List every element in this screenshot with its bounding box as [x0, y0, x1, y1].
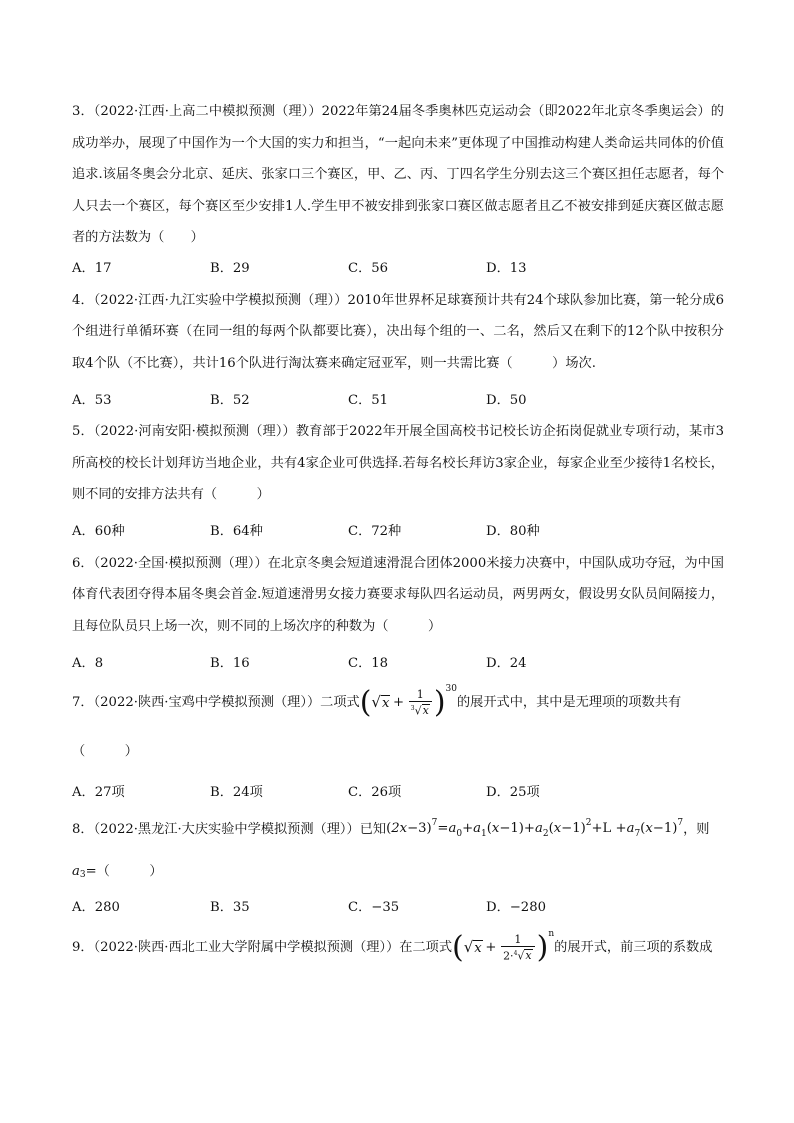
question-4: [72, 285, 724, 417]
question-8-suffix: ，则: [683, 822, 710, 838]
option-c: C．26项: [348, 784, 402, 800]
question-8-ask: [72, 852, 724, 892]
binomial-expression: ( √ x + 1 $^3$√ x ) 30: [360, 687, 457, 719]
option-c: C．−35: [348, 899, 400, 915]
option-b: B．29: [210, 261, 250, 277]
option-a: A．27项: [72, 784, 125, 800]
option-b: B．24项: [210, 784, 263, 800]
question-7-options: [72, 777, 724, 808]
question-9-stem: [72, 923, 724, 973]
option-a: A．53: [72, 392, 112, 408]
option-d: D．50: [486, 392, 527, 408]
question-4-text: 4．（2022·江西·九江实验中学模拟预测（理））2010年世界杯足球赛预计共有24个球队参加比赛，第一轮分成6个组进行单循环赛（在同一组的每两个队都要比赛），决出每个组的一、二名，然后又在剩下的12个队中按积分取4个队（不比赛），共计16个队进行淘汰赛来确定冠亚军，则一共需比赛（ ）场次.: [72, 292, 724, 371]
polynomial-expansion: $(2x-3)^7=a_0+a_1(x-1)+a_2(x-1)^2+L +a_7(x-1)^7$: [386, 818, 684, 840]
binomial-expression: ( √ x + 1 2· $^4$√ x ) n: [452, 932, 554, 964]
option-b: B．16: [210, 655, 250, 671]
question-7-stem: [72, 679, 724, 727]
question-9-prefix: 9．（2022·陕西·西北工业大学附属中学模拟预测（理））在二项式: [72, 940, 453, 956]
question-4-options: [72, 385, 724, 416]
question-8-stem: [72, 808, 724, 852]
question-9: [72, 923, 724, 973]
option-c: C．72种: [348, 524, 402, 540]
question-6-options: [72, 648, 724, 679]
question-8: [72, 808, 724, 923]
option-c: C．56: [348, 261, 389, 277]
option-b: B．35: [210, 899, 250, 915]
question-8-prefix: 8．（2022·黑龙江·大庆实验中学模拟预测（理））已知: [72, 822, 387, 838]
question-5: [72, 416, 724, 548]
option-b: B．52: [210, 392, 250, 408]
answer-subscript: 3: [79, 870, 86, 881]
question-7-prefix: 7．（2022·陕西·宝鸡中学模拟预测（理））二项式: [72, 695, 360, 711]
question-5-text: 5．（2022·河南安阳·模拟预测（理））教育部于2022年开展全国高校书记校长访企拓岗促就业专项行动，某市3所高校的校长计划拜访当地企业，共有4家企业可供选择.若每名校长拜访3家企业，每家企业至少接待1名校长，则不同的安排方法共有（ ）: [72, 424, 724, 502]
option-d: D．25项: [486, 784, 540, 800]
question-6: [72, 548, 724, 680]
binomial-exponent: 30: [445, 684, 457, 695]
option-d: D．24: [486, 655, 527, 671]
option-d: D．80种: [486, 524, 540, 540]
question-7-suffix: 的展开式中，其中是无理项的项数共有: [456, 695, 682, 711]
option-c: C．51: [348, 392, 389, 408]
question-6-text: 6．（2022·全国·模拟预测（理））在北京冬奥会短道速滑混合团体2000米接力决赛中，中国队成功夺冠，为中国体育代表团夺得本届冬奥会首金.短道速滑男女接力赛要求每队四名运动员，两男两女，假设男女队员间隔接力，且每位队员只上场一次，则不同的上场次序的种数为（ ）: [72, 555, 724, 634]
option-a: A．8: [72, 655, 104, 671]
question-3-options: [72, 254, 724, 285]
question-3: [72, 96, 724, 285]
answer-variable: a: [72, 864, 80, 880]
question-7: [72, 679, 724, 808]
option-d: D．13: [486, 261, 527, 277]
binomial-exponent: n: [548, 929, 555, 940]
option-a: A．17: [72, 261, 112, 277]
question-9-suffix: 的展开式，前三项的系数成: [554, 940, 713, 956]
question-list: [72, 96, 724, 973]
question-7-blank: （ ）: [72, 744, 138, 760]
option-b: B．64种: [210, 524, 263, 540]
question-8-options: [72, 892, 724, 923]
option-d: D．−280: [486, 899, 546, 915]
option-c: C．18: [348, 655, 389, 671]
option-a: A．280: [72, 899, 120, 915]
question-5-options: [72, 517, 724, 548]
option-a: A．60种: [72, 524, 125, 540]
question-3-text: 3．（2022·江西·上高二中模拟预测（理））2022年第24届冬季奥林匹克运动会（即2022年北京冬季奥运会）的成功举办，展现了中国作为一个大国的实力和担当，“一起向未来”更体现了中国推动构建人类命运共同体的价值追求.该届冬奥会分北京、延庆、张家口三个赛区，甲、乙、丙、丁四名学生分别去这三个赛区担任志愿者，每个人只去一个赛区，每个赛区至少安排1人.学生甲不被安排到张家口赛区做志愿者且乙不被安排到延庆赛区做志愿者的方法数为（ ）: [72, 104, 724, 245]
question-8-blank: =（ ）: [85, 864, 163, 880]
